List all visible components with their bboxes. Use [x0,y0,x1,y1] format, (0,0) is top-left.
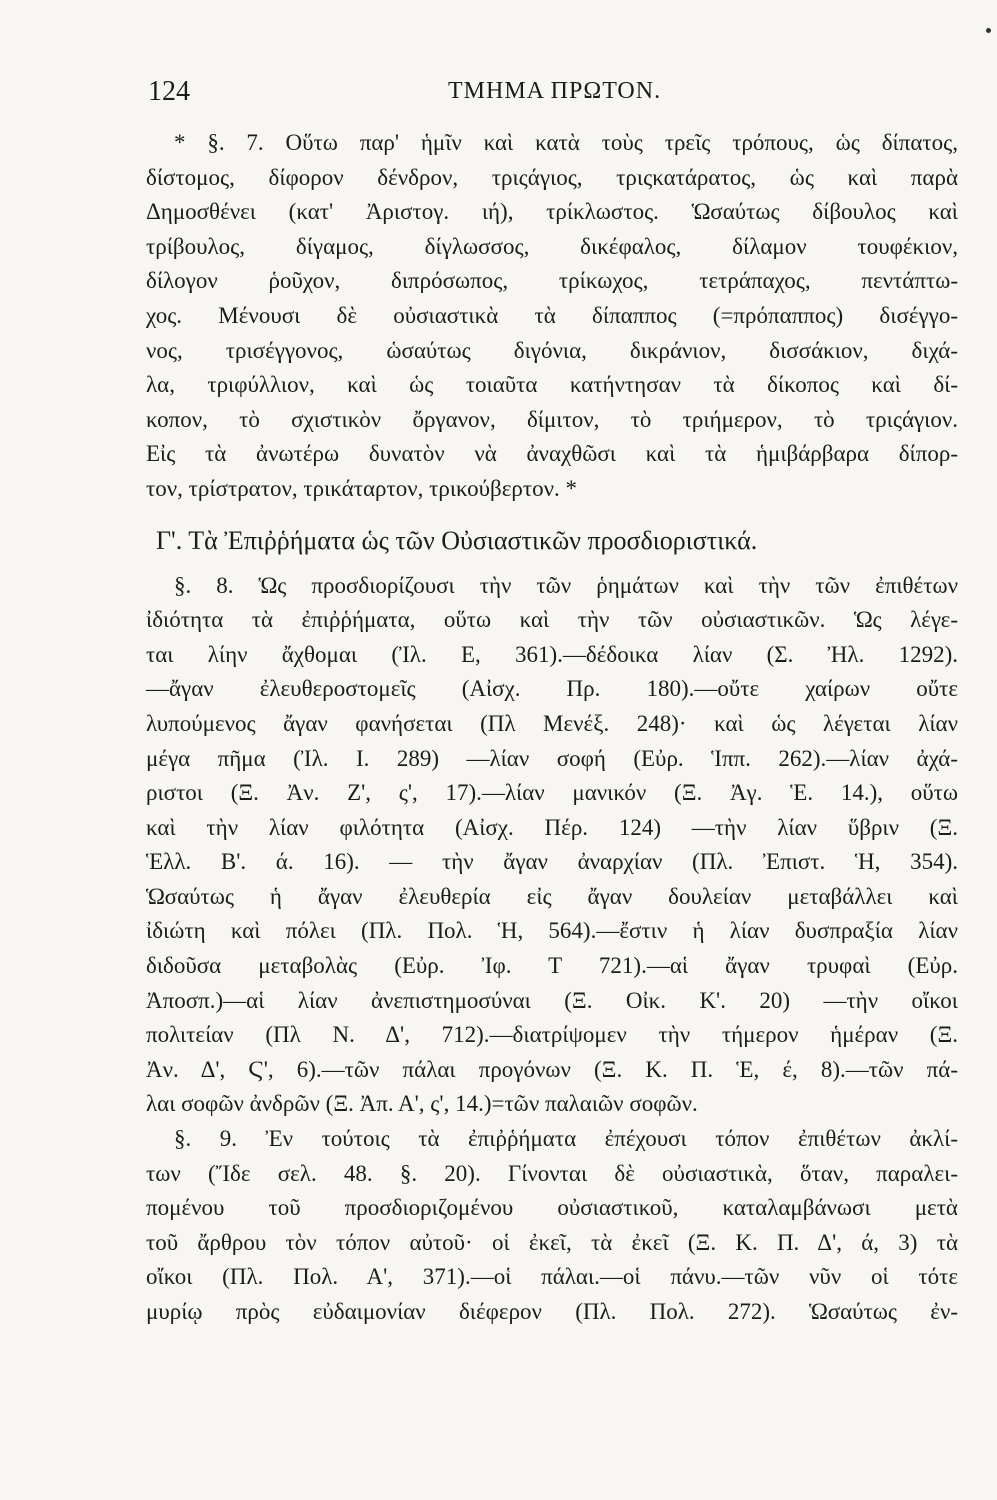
text-line: πολιτείαν (Πλ Ν. Δ', 712).—διατρίψομεν τὴν τήμερον ἡμέραν (Ξ. [146,1022,958,1048]
text-line: Ἀποσπ.)—αἱ λίαν ἀνεπιστημοσύναι (Ξ. Οἰκ. Κ'. 20) —τὴν οἴκοι [146,987,958,1013]
text-line: ἰδιώτη καὶ πόλει (Πλ. Πολ. Ἡ, 564).—ἔστιν ἡ λίαν δυσπραξία λίαν [146,918,958,944]
body-text [146,126,958,1330]
text-line: οἴκοι (Πλ. Πολ. Α', 371).—οἱ πάλαι.—οἱ πάνυ.—τῶν νῦν οἱ τότε [146,1264,958,1290]
text-line: καὶ τὴν λίαν φιλότητα (Αἰσχ. Πέρ. 124) —τὴν λίαν ὕβριν (Ξ. [146,814,958,840]
text-line: ριστοι (Ξ. Ἀν. Ζ', ς', 17).—λίαν μανικόν (Ξ. Ἀγ. Ἑ. 14.), οὕτω [146,780,958,806]
text-line: Ἑλλ. Β'. ά. 16). — τὴν ἄγαν ἀναρχίαν (Πλ. Ἐπιστ. Ἡ, 354). [146,849,958,875]
text-line: §. 9. Ἐν τούτοις τὰ ἐπιῤῥήματα ἐπέχουσι τόπον ἐπιθέτων ἀκλί- [174,1126,958,1152]
text-line: —ἄγαν ἐλευθεροστομεῖς (Αἰσχ. Πρ. 180).—οὔτε χαίρων οὔτε [146,676,958,702]
ink-spot [986,28,991,33]
page-header [148,76,958,116]
text-line: * §. 7. Οὕτω παρ' ἡμῖν καὶ κατὰ τοὺς τρεῖς τρόπους, ὡς δίπατος, [174,130,958,155]
text-line: τρίβουλος, δίγαμος, δίγλωσσος, δικέφαλος, δίλαμον τουφέκιον, [146,233,958,259]
text-line: §. 8. Ὡς προσδιορίζουσι τὴν τῶν ῥημάτων καὶ τὴν τῶν ἐπιθέτων [174,572,958,598]
page-number: 124 [148,76,190,107]
running-head: ΤΜΗΜΑ ΠΡΩΤΟΝ. [448,78,662,104]
text-line: Δημοσθένει (κατ' Ἀριστογ. ιή), τρίκλωστος. Ὡσαύτως δίβουλος καὶ [146,199,958,225]
text-line: Ἀν. Δ', Ϛ', 6).—τῶν πάλαι προγόνων (Ξ. Κ. Π. Ἑ, έ, 8).—τῶν πά- [146,1056,958,1082]
text-line: Ὡσαύτως ἡ ἄγαν ἐλευθερία εἰς ἄγαν δουλείαν μεταβάλλει καὶ [146,883,958,909]
text-line: δίλογον ῥοῦχον, διπρόσωπος, τρίκωχος, τετράπαχος, πεντάπτω- [146,268,958,294]
text-line: μυρίῳ πρὸς εὐδαιμονίαν διέφερον (Πλ. Πολ. 272). Ὡσαύτως ἐν- [146,1299,958,1324]
text-line: λα, τριφύλλιον, καὶ ὡς τοιαῦτα κατήντησαν τὰ δίκοπος καὶ δί- [146,372,958,398]
text-line: δίστομος, δίφορον δένδρον, τριςάγιος, τριςκατάρατος, ὡς καὶ παρὰ [146,164,958,190]
text-line: λυπούμενος ἄγαν φανήσεται (Πλ Μενέξ. 248)· καὶ ὡς λέγεται λίαν [146,710,958,736]
text-line: χος. Μένουσι δὲ οὐσιαστικὰ τὰ δίπαππος (=πρόπαππος) δισέγγο- [146,302,958,328]
text-line: πομένου τοῦ προσδιοριζομένου οὐσιαστικοῦ, καταλαμβάνωσι μετὰ [146,1195,958,1221]
text-line: κοπον, τὸ σχιστικὸν ὄργανον, δίμιτον, τὸ τριήμερον, τὸ τριςάγιον. [146,406,958,432]
text-line: νος, τρισέγγονος, ὡσαύτως διγόνια, δικράνιον, δισσάκιον, διχά- [146,337,958,363]
text-line: ἰδιότητα τὰ ἐπιῤῥήματα, οὕτω καὶ τὴν τῶν οὐσιαστικῶν. Ὡς λέγε- [146,607,958,633]
text-line: διδοῦσα μεταβολὰς (Εὐρ. Ἰφ. Τ 721).—αἱ ἄγαν τρυφαὶ (Εὐρ. [146,953,958,979]
text-line: ται λίην ἄχθομαι (Ἰλ. Ε, 361).—δέδοικα λίαν (Σ. Ἠλ. 1292). [146,641,958,667]
text-line: τοῦ ἄρθρου τὸν τόπον αὐτοῦ· οἱ ἐκεῖ, τὰ ἐκεῖ (Ξ. Κ. Π. Δ', ά, 3) τὰ [146,1229,958,1255]
text-line: λαι σοφῶν ἀνδρῶν (Ξ. Ἀπ. Α', ς', 14.)=τῶν παλαιῶν σοφῶν. [146,1091,698,1117]
text-line: τον, τρίστρατον, τρικάταρτον, τρικούβερτον. * [146,475,577,501]
section-heading: Γ'. Τὰ Ἐπιῤῥήματα ὡς τῶν Οὐσιαστικῶν προσδιοριστικά. [156,525,758,555]
text-line: Εἰς τὰ ἀνωτέρω δυνατὸν νὰ ἀναχθῶσι καὶ τὰ ἡμιβάρβαρα δίπορ- [146,441,958,467]
text-line: μέγα πῆμα (Ἰλ. Ι. 289) —λίαν σοφή (Εὐρ. Ἱππ. 262).—λίαν ἀχά- [146,745,958,771]
text-line: των (Ἴδε σελ. 48. §. 20). Γίνονται δὲ οὐσιαστικὰ, ὅταν, παραλει- [146,1160,958,1186]
